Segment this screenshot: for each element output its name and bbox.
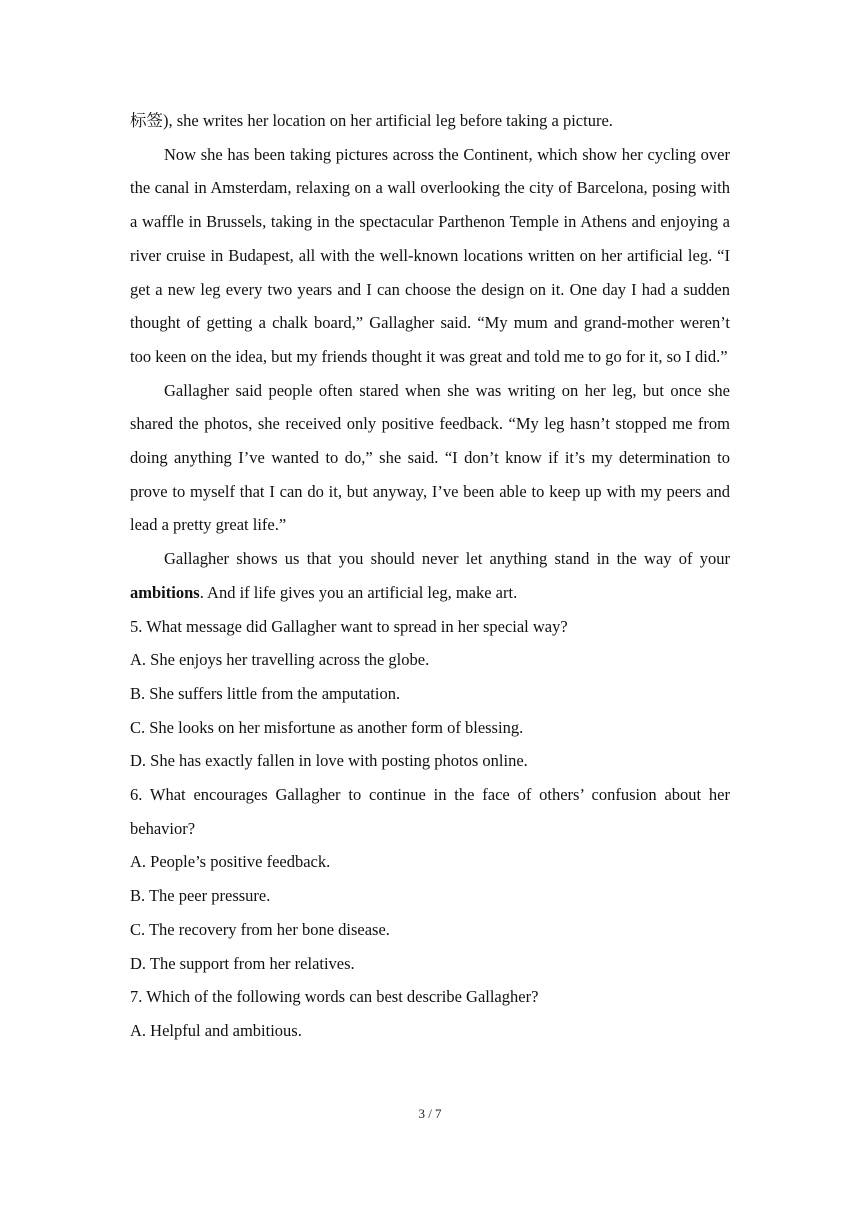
- document-body: [130, 104, 730, 1048]
- question-stem: 6. What encourages Gallagher to continue in the face of others’ confusion about her behavior?: [130, 785, 730, 838]
- answer-option: D. She has exactly fallen in love with posting photos online.: [130, 751, 528, 771]
- bold-keyword: ambitions: [130, 582, 200, 602]
- answer-option: B. She suffers little from the amputation.: [130, 683, 401, 703]
- answer-option: A. Helpful and ambitious.: [130, 1020, 302, 1040]
- passage-text: . And if life gives you an artificial leg, make art.: [199, 582, 518, 602]
- answer-option: C. The recovery from her bone disease.: [130, 919, 390, 939]
- question-stem: 5. What message did Gallagher want to spread in her special way?: [130, 616, 568, 636]
- question-stem: 7. Which of the following words can best describe Gallagher?: [130, 987, 539, 1007]
- passage-paragraph: [130, 542, 730, 609]
- passage-text: Gallagher shows us that you should never let anything stand in the way of your: [164, 549, 730, 569]
- answer-option: B. The peer pressure.: [130, 886, 271, 906]
- passage-paragraph: 标签), she writes her location on her artificial leg before taking a picture.: [130, 111, 613, 130]
- answer-option: A. She enjoys her travelling across the globe.: [130, 650, 430, 670]
- passage-paragraph: Now she has been taking pictures across the Continent, which show her cycling over the canal in Amsterdam, relaxing on a wall overlooking the city of Barcelona, posing with a waffle in Brussels, taking in the spectacular Parthenon Temple in Athens and enjoying a river cruise in Budapest, all with the well-known locations written on her artificial leg. “I get a new leg every two years and I can choose the design on it. One day I had a sudden thought of getting a chalk board,” Gallagher said. “My mum and grand-mother weren’t too keen on the idea, but my friends thought it was great and told me to go for it, so I did.”: [130, 144, 730, 366]
- answer-option: C. She looks on her misfortune as another form of blessing.: [130, 717, 524, 737]
- passage-paragraph: Gallagher said people often stared when she was writing on her leg, but once she shared the photos, she received only positive feedback. “My leg hasn’t stopped me from doing anything I’ve wanted to do,” she said. “I don’t know if it’s my determination to prove to myself that I can do it, but anyway, I’ve been able to keep up with my peers and lead a pretty great life.”: [130, 380, 730, 535]
- page-number: 3 / 7: [418, 1106, 442, 1121]
- answer-option: D. The support from her relatives.: [130, 953, 355, 973]
- answer-option: A. People’s positive feedback.: [130, 852, 331, 872]
